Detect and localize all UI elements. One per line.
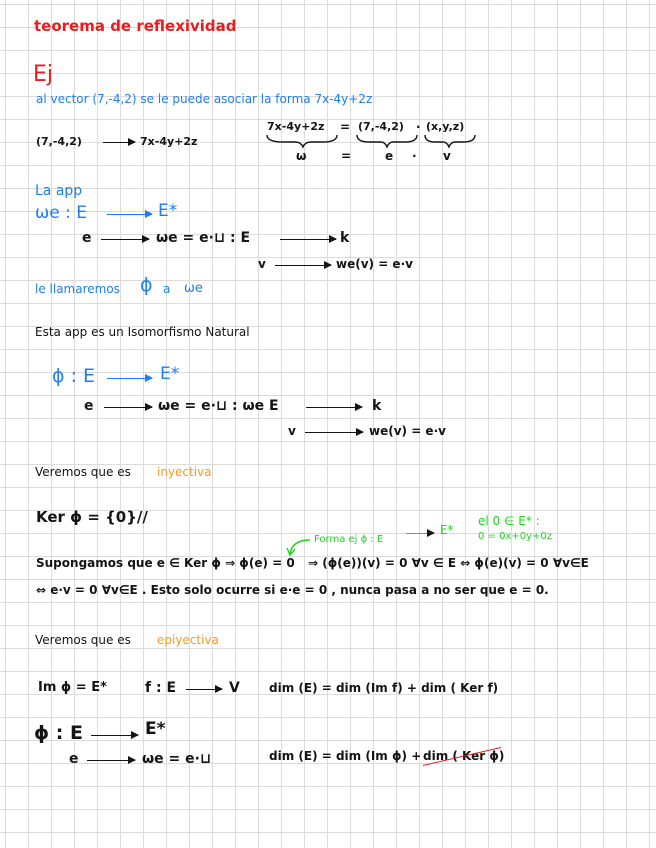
app2-phi-map: ϕ : E [52,365,96,387]
map-arrow [103,142,135,143]
map-form: 7x-4y+2z [140,135,198,148]
app2-v: v [288,424,296,438]
green-arrow [406,533,434,534]
green-estar: E* [440,523,454,537]
proof-line1-middle: ⇒ (ϕ(e))(v) = 0 ∀v ∈ E ⇔ ϕ(e)(v) = 0 ∀v∈E [308,556,589,570]
label-e: e [385,149,394,163]
proof-line1-start: Supongamos que e ∈ Ker ϕ ⇒ ϕ(e) = 0 [36,556,295,570]
label-eq: = [341,149,352,163]
label-omega: ω [296,149,307,163]
green-el: el 0 ∈ E* : [478,514,540,528]
app-heading: La app [35,183,83,199]
example-sentence: al vector (7,-4,2) se le puede asociar la forma 7x-4y+2z [36,92,373,106]
app1-arrow [107,214,152,215]
epi-prefix: Veremos que es [35,633,131,647]
app3-e-arrow [87,760,135,761]
app3-arrow [91,735,138,736]
injective-prefix: Veremos que es [35,465,131,479]
app2-v-arrow [305,432,363,433]
dim-formula-f: dim (E) = dim (Im f) + dim ( Ker f) [269,681,499,695]
app1-we-v: we(v) = e·v [336,257,413,271]
f-codomain: V [229,680,240,696]
app1-e: e [82,230,92,246]
call-phi-a: a [163,282,171,296]
phi-symbol: ϕ [140,274,153,296]
app3-e: e [69,751,79,767]
green-forma: Forma ej ϕ : E [314,534,384,545]
green-note-arrow [286,534,316,558]
label-v: v [443,149,451,163]
f-arrow [186,689,222,690]
app3-phi-map: ϕ : E [34,722,83,744]
app1-v: v [258,257,266,271]
dot-vec1: (7,-4,2) [358,120,404,133]
app1-v-arrow [275,265,331,266]
app1-we-def: ωe = e·⊔ : E [156,230,251,246]
app2-we-v: we(v) = e·v [369,424,446,438]
app1-map: ωe : E [35,203,87,223]
underbraces [265,133,480,149]
app1-e-arrow [101,239,149,240]
dot-lhs: 7x-4y+2z [267,120,325,133]
green-zero: 0 = 0x+0y+0z [478,531,553,542]
dot-vec2: (x,y,z) [426,120,465,133]
label-dot: · [412,149,417,163]
iso-sentence: Esta app es un Isomorfismo Natural [35,325,250,339]
f-map: f : E [145,680,177,696]
epi-word: epiyectiva [157,633,219,647]
example-heading: Ej [33,62,54,87]
proof-line2: ⇔ e·v = 0 ∀v∈E . Esto solo ocurre si e·e = 0 , nunca pasa a no ser que e = 0. [36,583,549,597]
injective-word: inyectiva [157,465,212,479]
app2-we-def: ωe = e·⊔ : ωe E [158,398,279,414]
app2-k: k [372,398,382,414]
app2-arrow [107,378,152,379]
app1-k-arrow [280,239,336,240]
dot-symbol: · [416,120,421,134]
app3-we-def: ωe = e·⊔ [142,751,212,767]
map-vector: (7,-4,2) [36,135,82,148]
app2-e: e [84,398,94,414]
call-phi-we: ωe [184,281,203,296]
app1-k: k [340,230,350,246]
app2-e-arrow [104,407,152,408]
app2-codomain: E* [160,364,180,384]
dim-ker-struck: dim ( Ker ϕ) [423,749,505,763]
app1-codomain: E* [158,201,178,221]
app3-codomain: E* [145,719,166,739]
call-phi-text: le llamaremos [35,282,120,296]
kernel-statement: Ker ϕ = {0}// [36,508,148,526]
page-title: teorema de reflexividad [34,17,237,35]
im-statement: Im ϕ = E* [38,680,107,695]
app2-k-arrow [306,407,362,408]
dim-formula-phi: dim (E) = dim (Im ϕ) + [269,749,422,763]
dot-eq: = [340,120,351,134]
